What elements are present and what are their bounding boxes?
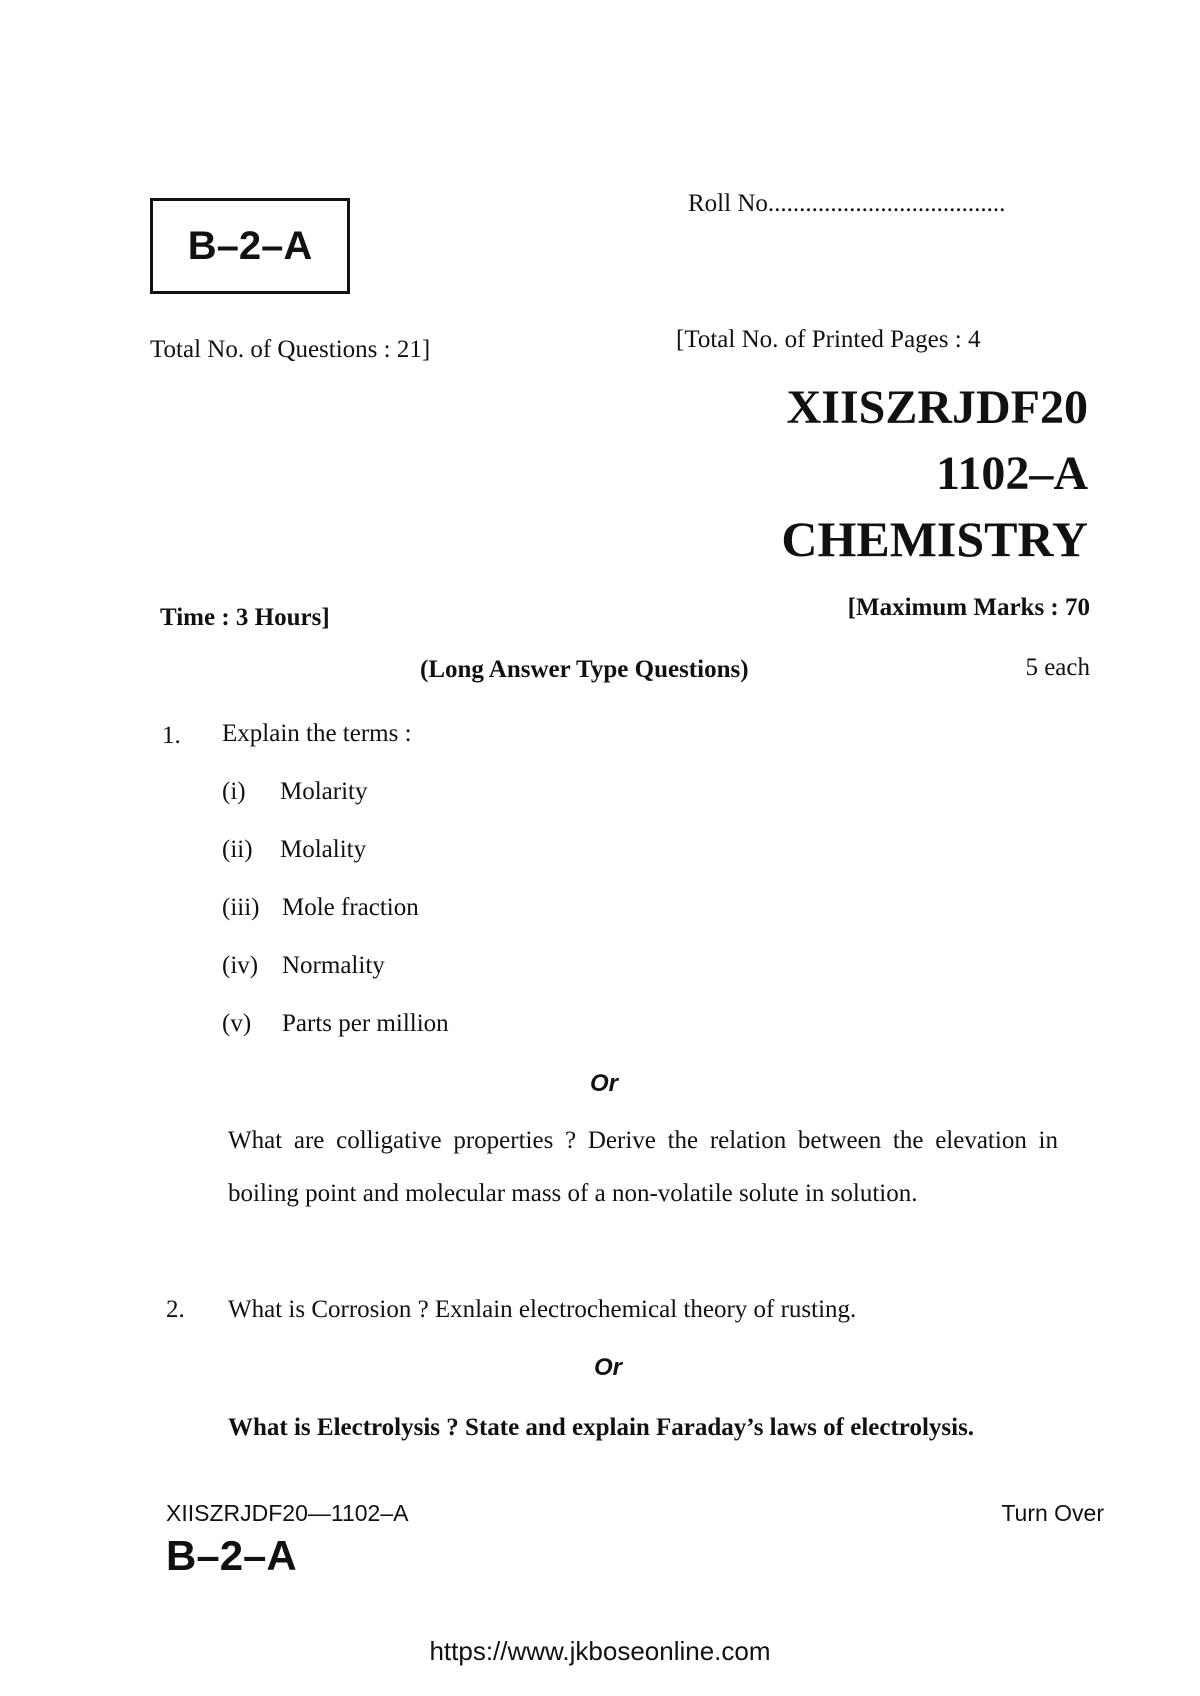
marks-each: 5 each [1025, 654, 1090, 681]
question-2-number: 2. [166, 1296, 185, 1323]
question-1-alternative: What are colligative properties ? Derive the relation between the elevation in boiling point and molecular mass of a non-volatile solute in solution. [228, 1127, 1058, 1207]
question-1-text: Explain the terms : [222, 720, 412, 747]
question-2-alternative: What is Electrolysis ? State and explain Faraday’s laws of electrolysis. [228, 1414, 975, 1441]
footer-set-code: B–2–A [166, 1532, 297, 1579]
question-1-item-text: Mole fraction [282, 894, 419, 921]
question-1-item-text: Molality [280, 836, 367, 863]
question-1-item-label: (ii) [222, 836, 253, 863]
paper-code: XIISZRJDF20 [786, 381, 1088, 434]
question-1-item-label: (i) [222, 778, 246, 805]
section-title: (Long Answer Type Questions) [420, 656, 749, 683]
paper-set-code-box [150, 198, 350, 294]
max-marks: [Maximum Marks : 70 [847, 594, 1090, 621]
website-url: https://www.jkboseonline.com [429, 1636, 771, 1666]
question-1-item-text: Normality [282, 952, 385, 979]
question-1-item-label: (iii) [222, 894, 260, 921]
question-1-item-text: Parts per million [282, 1010, 449, 1037]
roll-number-field: Roll No...................................... [688, 190, 1006, 217]
question-1-item-label: (v) [222, 1010, 252, 1037]
question-1-item-label: (iv) [222, 952, 259, 979]
paper-number: 1102–A [935, 447, 1088, 500]
question-1-or: Or [590, 1070, 619, 1097]
total-pages: [Total No. of Printed Pages : 4 [676, 326, 981, 353]
paper-set-code: B–2–A [187, 223, 313, 268]
question-2-or: Or [594, 1354, 623, 1381]
question-1-number: 1. [162, 722, 181, 749]
total-questions: Total No. of Questions : 21] [150, 336, 431, 363]
question-2-text: What is Corrosion ? Exnlain electrochemical theory of rusting. [228, 1296, 857, 1323]
subject-title: CHEMISTRY [781, 511, 1088, 567]
turn-over-label: Turn Over [1001, 1500, 1104, 1526]
footer-paper-code: XIISZRJDF20—1102–A [166, 1500, 409, 1526]
question-1-item-text: Molarity [280, 778, 368, 805]
exam-time: Time : 3 Hours] [160, 604, 330, 631]
